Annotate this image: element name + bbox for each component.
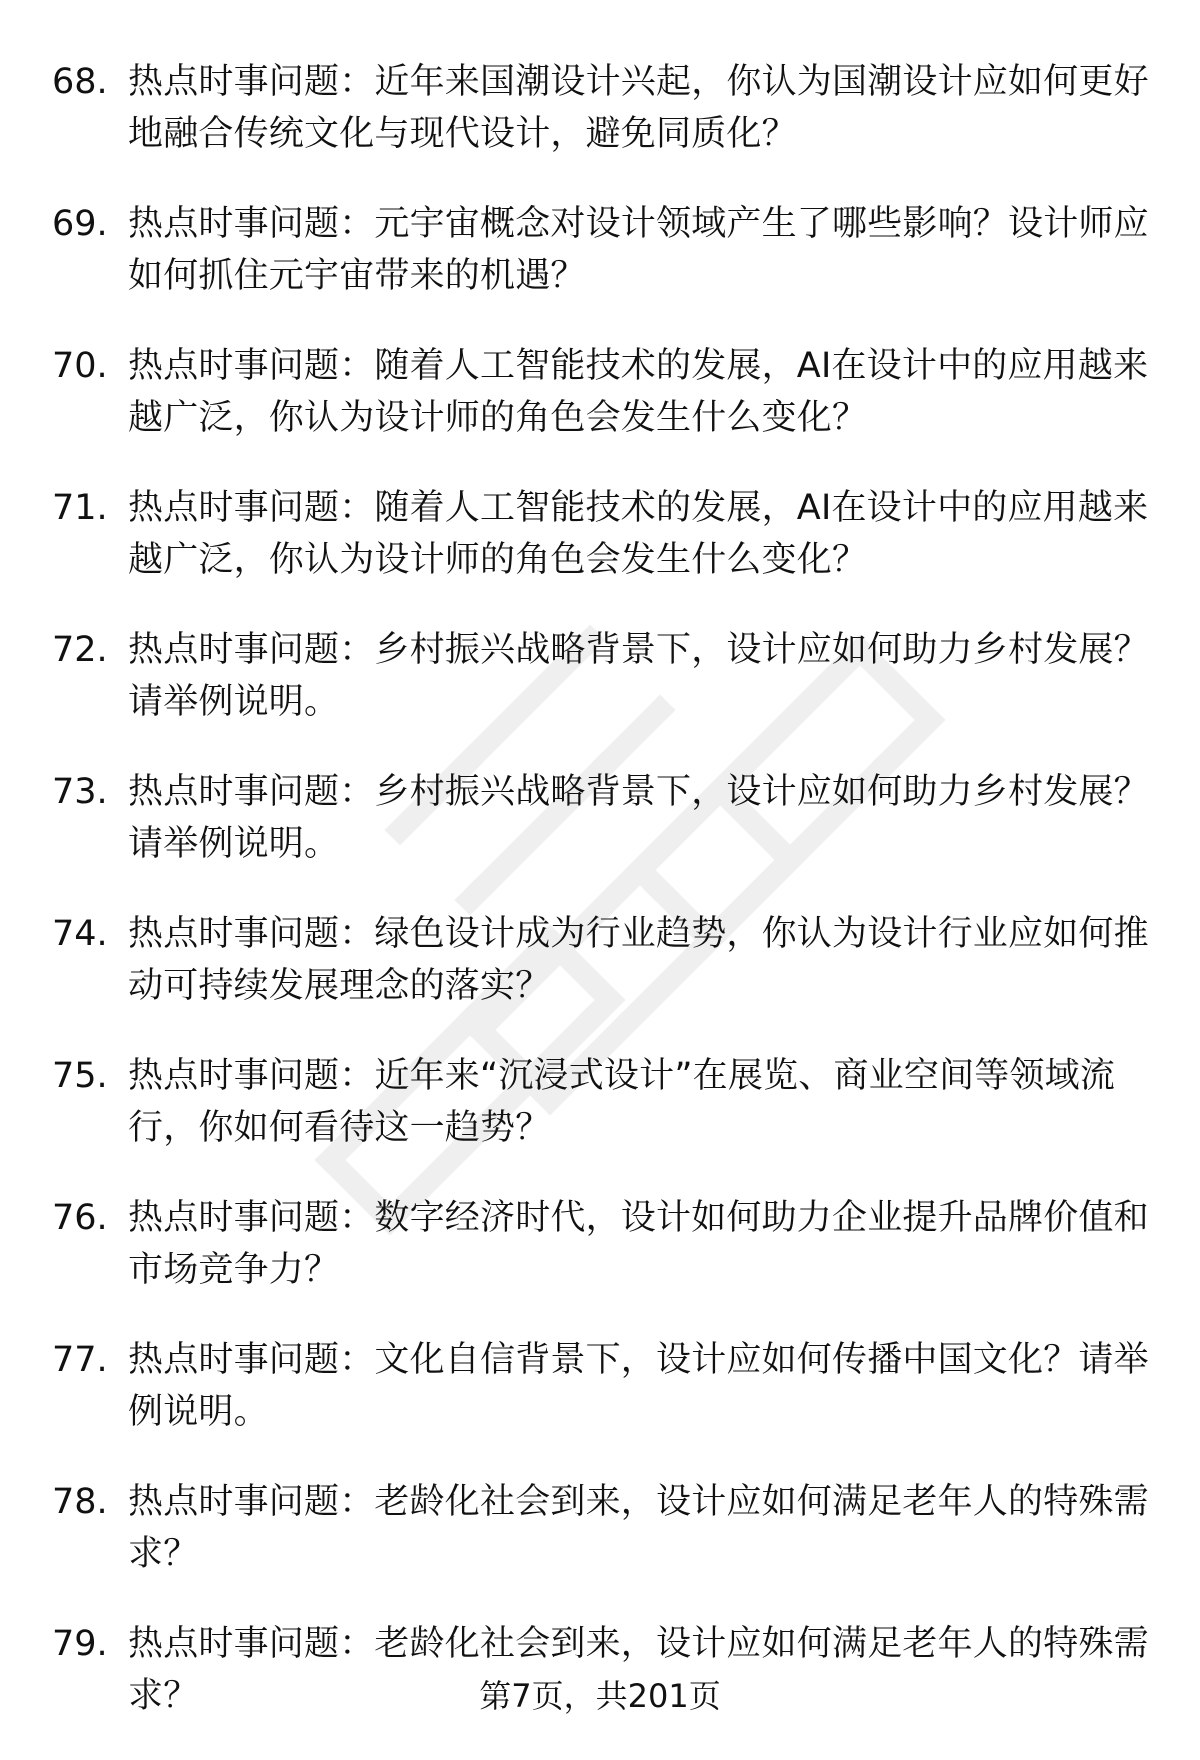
list-item — [52, 766, 1152, 870]
question-number: 70. — [52, 346, 108, 386]
list-item — [52, 340, 1152, 444]
list-item — [52, 1334, 1152, 1438]
list-item — [52, 56, 1152, 160]
question-number: 77. — [52, 1340, 108, 1380]
question-number: 79. — [52, 1624, 108, 1664]
question-text: 热点时事问题：绿色设计成为行业趋势，你认为设计行业应如何推动可持续发展理念的落实？ — [128, 914, 1149, 1006]
list-item — [52, 1192, 1152, 1296]
question-text: 热点时事问题：老龄化社会到来，设计应如何满足老年人的特殊需求？ — [128, 1624, 1149, 1716]
question-text: 热点时事问题：老龄化社会到来，设计应如何满足老年人的特殊需求？ — [128, 1482, 1149, 1574]
list-item — [52, 198, 1152, 302]
question-list — [52, 56, 1152, 1760]
question-text: 热点时事问题：数字经济时代，设计如何助力企业提升品牌价值和市场竞争力？ — [128, 1198, 1149, 1290]
list-item — [52, 1050, 1152, 1154]
list-item — [52, 624, 1152, 728]
list-item — [52, 1476, 1152, 1580]
question-text: 热点时事问题：近年来“沉浸式设计”在展览、商业空间等领域流行，你如何看待这一趋势？ — [128, 1056, 1116, 1148]
question-number: 68. — [52, 62, 108, 102]
question-number: 78. — [52, 1482, 108, 1522]
question-number: 75. — [52, 1056, 108, 1096]
question-number: 69. — [52, 204, 108, 244]
question-number: 72. — [52, 630, 108, 670]
question-text: 热点时事问题：乡村振兴战略背景下，设计应如何助力乡村发展？请举例说明。 — [128, 772, 1149, 864]
question-text: 热点时事问题：文化自信背景下，设计应如何传播中国文化？请举例说明。 — [128, 1340, 1149, 1432]
question-text: 热点时事问题：元宇宙概念对设计领域产生了哪些影响？设计师应如何抓住元宇宙带来的机遇？ — [128, 204, 1149, 296]
question-number: 74. — [52, 914, 108, 954]
list-item — [52, 482, 1152, 586]
question-text: 热点时事问题：随着人工智能技术的发展，AI在设计中的应用越来越广泛，你认为设计师的角色会发生什么变化？ — [128, 346, 1149, 438]
question-text: 热点时事问题：随着人工智能技术的发展，AI在设计中的应用越来越广泛，你认为设计师的角色会发生什么变化？ — [128, 488, 1149, 580]
question-text: 热点时事问题：近年来国潮设计兴起，你认为国潮设计应如何更好地融合传统文化与现代设计，避免同质化？ — [128, 62, 1149, 154]
question-number: 73. — [52, 772, 108, 812]
question-number: 71. — [52, 488, 108, 528]
question-text: 热点时事问题：乡村振兴战略背景下，设计应如何助力乡村发展？请举例说明。 — [128, 630, 1149, 722]
page-footer: 第7页，共201页 — [479, 1677, 721, 1715]
question-number: 76. — [52, 1198, 108, 1238]
list-item — [52, 908, 1152, 1012]
